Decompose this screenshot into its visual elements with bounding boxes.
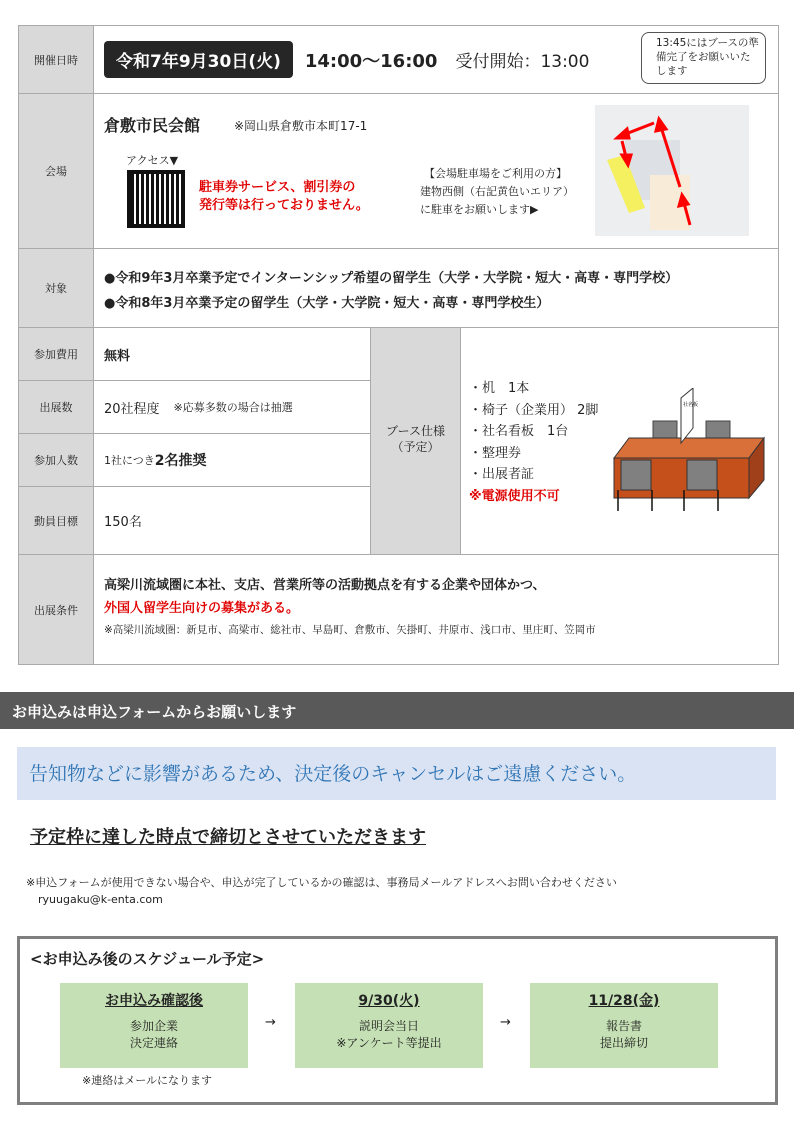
label-date: 開催日時	[19, 26, 93, 94]
booth-illustration	[609, 388, 769, 513]
callout: 13:45にはブースの準備完了をお願いいたします	[641, 32, 766, 84]
contact-email[interactable]: ryuugaku@k-enta.com	[38, 893, 163, 906]
schedule-note: ※連絡はメールになります	[82, 1074, 212, 1087]
step-line: 決定連絡	[129, 1036, 178, 1050]
label-exhibitors: 出展数	[19, 381, 93, 434]
booth-item: ・椅子（企業用） 2脚	[469, 402, 599, 418]
label-target: 対象	[19, 249, 93, 328]
target-item: ●令和8年3月卒業予定の留学生（大学・大学院・短大・高専・専門学校生）	[104, 296, 550, 311]
parking-info-2: 建物西側（右記黄色いエリア）	[420, 185, 574, 198]
date-row	[94, 26, 778, 94]
participants-prefix: 1社につき	[104, 454, 155, 467]
parking-info-3: に駐車をお願いします▶	[420, 203, 539, 216]
label-fee: 参加費用	[19, 328, 93, 381]
access-label: アクセス▼	[126, 154, 179, 167]
application-banner: お申込みは申込フォームからお願いします	[0, 692, 794, 729]
venue-name: 倉敷市民会館	[104, 116, 201, 135]
booth-warning: ※電源使用不可	[469, 488, 560, 504]
schedule-title: <お申込み後のスケジュール予定>	[30, 950, 265, 968]
label-venue: 会場	[19, 94, 93, 249]
booth-item: ・社名看板 1台	[469, 424, 569, 439]
schedule-step	[530, 983, 718, 1068]
contact-note: ※申込フォームが使用できない場合や、申込が完了しているかの確認は、事務局メールアドレスへお問い合わせください	[26, 876, 617, 889]
exhibitors-cell	[94, 381, 370, 434]
step-line: 説明会当日	[358, 1019, 419, 1033]
step-head: 9/30(火)	[358, 993, 420, 1009]
exhibitors-value: 20社程度	[104, 401, 160, 417]
schedule-step	[295, 983, 483, 1068]
step-line: ※アンケート等提出	[336, 1036, 442, 1050]
participants-value: 2名推奨	[154, 453, 207, 469]
deadline-heading: 予定枠に達した時点で締切とさせていただきます	[30, 827, 426, 848]
step-head: 11/28(金)	[588, 993, 660, 1009]
goal-value: 150名	[94, 487, 370, 555]
date-badge: 令和7年9月30日(火)	[104, 41, 293, 78]
exhibitors-note: ※応募多数の場合は抽選	[173, 401, 293, 414]
conditions-line2: 外国人留学生向けの募集がある。	[104, 601, 300, 616]
parking-info-1: 【会場駐車場をご利用の方】	[424, 167, 567, 180]
time: 14:00〜16:00	[304, 50, 438, 72]
venue-address: ※岡山県倉敷市本町17-1	[234, 119, 368, 133]
parking-map	[595, 105, 749, 236]
fee-value: 無料	[94, 328, 370, 381]
booth-cell	[461, 328, 778, 555]
parking-warning-2: 発行等は行っておりません。	[199, 198, 369, 213]
step-line: 提出締切	[599, 1036, 648, 1050]
booth-label: ブース仕様	[385, 424, 446, 438]
conditions-note: ※高梁川流域圏：新見市、高梁市、総社市、早島町、倉敷市、矢掛町、井原市、浅口市、里庄町、笠岡市	[104, 624, 596, 636]
label-participants: 参加人数	[19, 434, 93, 487]
participants-cell	[94, 434, 370, 487]
cancel-notice: 告知物などに影響があるため、決定後のキャンセルはご遠慮ください。	[17, 747, 776, 800]
venue-cell	[94, 94, 778, 249]
target-cell	[94, 249, 778, 328]
booth-item: ・出展者証	[469, 467, 535, 482]
booth-sublabel: （予定）	[391, 440, 440, 454]
arrow-icon: →	[500, 1015, 511, 1030]
booth-items	[469, 378, 598, 507]
booth-item: ・整理券	[469, 445, 522, 461]
arrow-icon: →	[265, 1015, 276, 1030]
step-line: 参加企業	[129, 1019, 178, 1033]
label-goal: 動員目標	[19, 487, 93, 555]
booth-item: ・机 1本	[469, 381, 530, 396]
conditions-cell	[94, 555, 778, 665]
step-head: お申込み確認後	[105, 993, 203, 1009]
label-conditions: 出展条件	[19, 555, 93, 665]
step-line: 報告書	[605, 1019, 642, 1033]
target-item: ●令和9年3月卒業予定でインターンシップ希望の留学生（大学・大学院・短大・高専・専門学校）	[104, 271, 679, 286]
schedule-step	[60, 983, 248, 1068]
qr-code[interactable]	[127, 170, 185, 228]
reception-time: 受付開始：13:00	[455, 52, 590, 72]
conditions-line1: 高梁川流域圏に本社、支店、営業所等の活動拠点を有する企業や団体かつ、	[104, 578, 546, 593]
sign-text: 社名板	[683, 402, 699, 408]
booth-label-cell	[370, 328, 461, 555]
parking-warning-1: 駐車券サービス、割引券の	[199, 180, 356, 195]
